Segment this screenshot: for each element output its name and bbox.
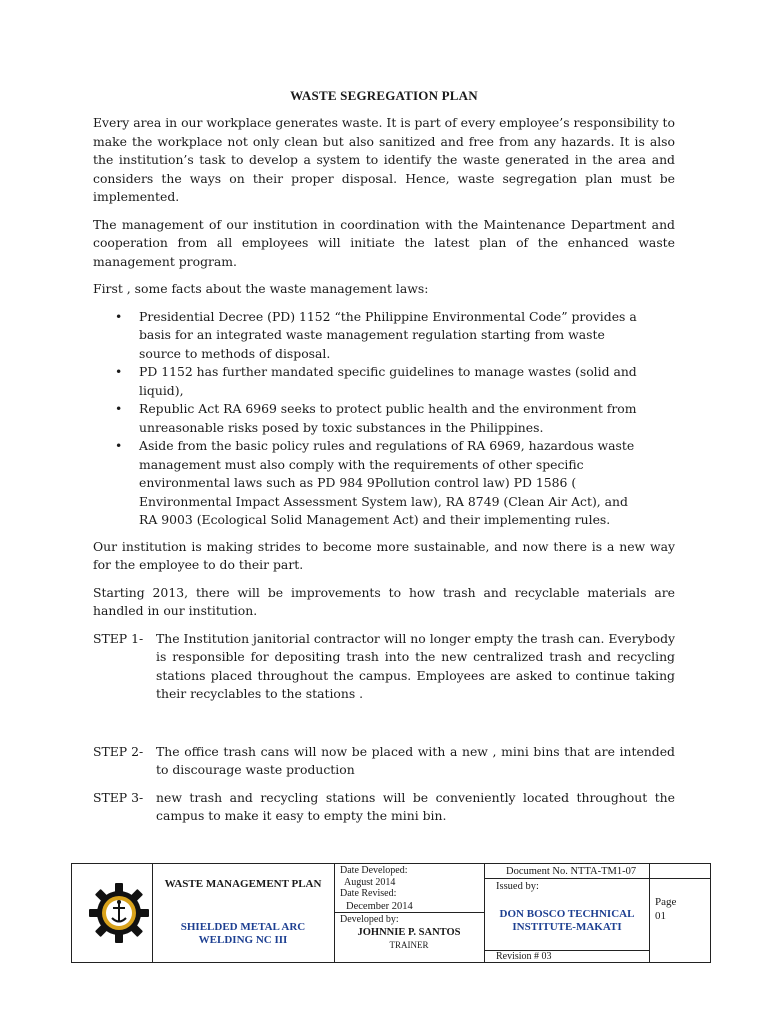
course-title: SHIELDED METAL ARC WELDING NC III	[180, 921, 306, 946]
laws-intro-paragraph: First , some facts about the waste management laws:	[93, 281, 429, 296]
plan-title: WASTE MANAGEMENT PLAN	[164, 878, 322, 890]
list-item	[115, 400, 675, 437]
step-1	[93, 630, 675, 704]
date-revised-value: December 2014	[346, 901, 413, 912]
step-2	[93, 743, 675, 780]
step-text: The Institution janitorial contractor will no longer empty the trash can. Everybody is responsible for depositing trash into the new centralized trash and recycling stations placed throughout the campus. Employees are asked to continue taking their recyclables to the stations .	[156, 630, 675, 701]
management-paragraph: The management of our institution in coordination with the Maintenance Department and cooperation from all employees will initiate the latest plan of the enhanced waste management program.	[93, 216, 675, 269]
step-text: The office trash cans will now be placed with a new , mini bins that are intended to discourage waste production	[156, 743, 675, 777]
step-label: STEP 1-	[93, 630, 144, 646]
list-item-text: Republic Act RA 6969 seeks to protect public health and the environment from unreasonable risks posed by toxic substances in the Philippines.	[139, 401, 637, 435]
issued-by-label: Issued by:	[496, 881, 539, 892]
developed-by-label: Developed by:	[340, 914, 399, 925]
step-label: STEP 2-	[93, 743, 144, 759]
date-developed-value: August 2014	[344, 877, 396, 888]
bullet-icon: •	[115, 401, 123, 416]
laws-list	[93, 308, 675, 530]
improvements-paragraph: Starting 2013, there will be improvements to how trash and recyclable materials are handled in our institution.	[93, 584, 675, 618]
gear-seal-logo-icon	[88, 882, 150, 944]
step-label: STEP 3-	[93, 789, 144, 805]
list-item-text: Presidential Decree (PD) 1152 “the Philippine Environmental Code” provides a basis for an integrated waste management regulation starting from waste source to methods of disposal.	[139, 308, 637, 361]
revision-number: Revision # 03	[496, 951, 552, 962]
step-3	[93, 789, 675, 826]
document-footer-table	[71, 863, 711, 963]
document-body	[93, 114, 675, 826]
document-number: Document No. NTTA-TM1-07	[506, 866, 637, 877]
list-item	[115, 363, 675, 400]
bullet-icon: •	[115, 308, 123, 324]
list-item-text: PD 1152 has further mandated specific guidelines to manage wastes (solid and liquid),	[139, 364, 637, 398]
developer-name: JOHNNIE P. SANTOS	[357, 927, 461, 938]
list-item	[115, 437, 675, 530]
date-revised-label: Date Revised:	[340, 888, 397, 899]
bullet-icon: •	[115, 364, 123, 379]
sustainability-paragraph: Our institution is making strides to become more sustainable, and now there is a new way for the employee to do their part.	[93, 538, 675, 572]
bullet-icon: •	[115, 438, 123, 453]
intro-paragraph: Every area in our workplace generates waste. It is part of every employee’s responsibility to make the workplace not only clean but also sanitized and free from any hazards. It is also the institution’s task to develop a system to identify the waste generated in the area and considers the ways on their proper disposal. Hence, waste segregation plan must be implemented.	[93, 115, 675, 204]
page-label: Page	[655, 896, 677, 908]
date-developed-label: Date Developed:	[340, 865, 408, 876]
issuer-name: DON BOSCO TECHNICAL INSTITUTE-MAKATI	[499, 908, 635, 933]
step-text: new trash and recycling stations will be conveniently located throughout the campus to make it easy to empty the mini bin.	[156, 789, 675, 823]
developer-role: TRAINER	[389, 940, 429, 950]
list-item	[115, 308, 675, 364]
list-item-text: Aside from the basic policy rules and regulations of RA 6969, hazardous waste management must also comply with the requirements of other specific environmental laws such as PD 984 9Pollution control law) PD 1586 ( Environmental Impact Assessment System law), RA 8749 (Clean Air Act), and RA 9003 (Ecological Solid Management Act) and their implementing rules.	[139, 438, 635, 527]
document-title: WASTE SEGREGATION PLAN	[290, 88, 478, 103]
page-number: 01	[655, 910, 666, 922]
